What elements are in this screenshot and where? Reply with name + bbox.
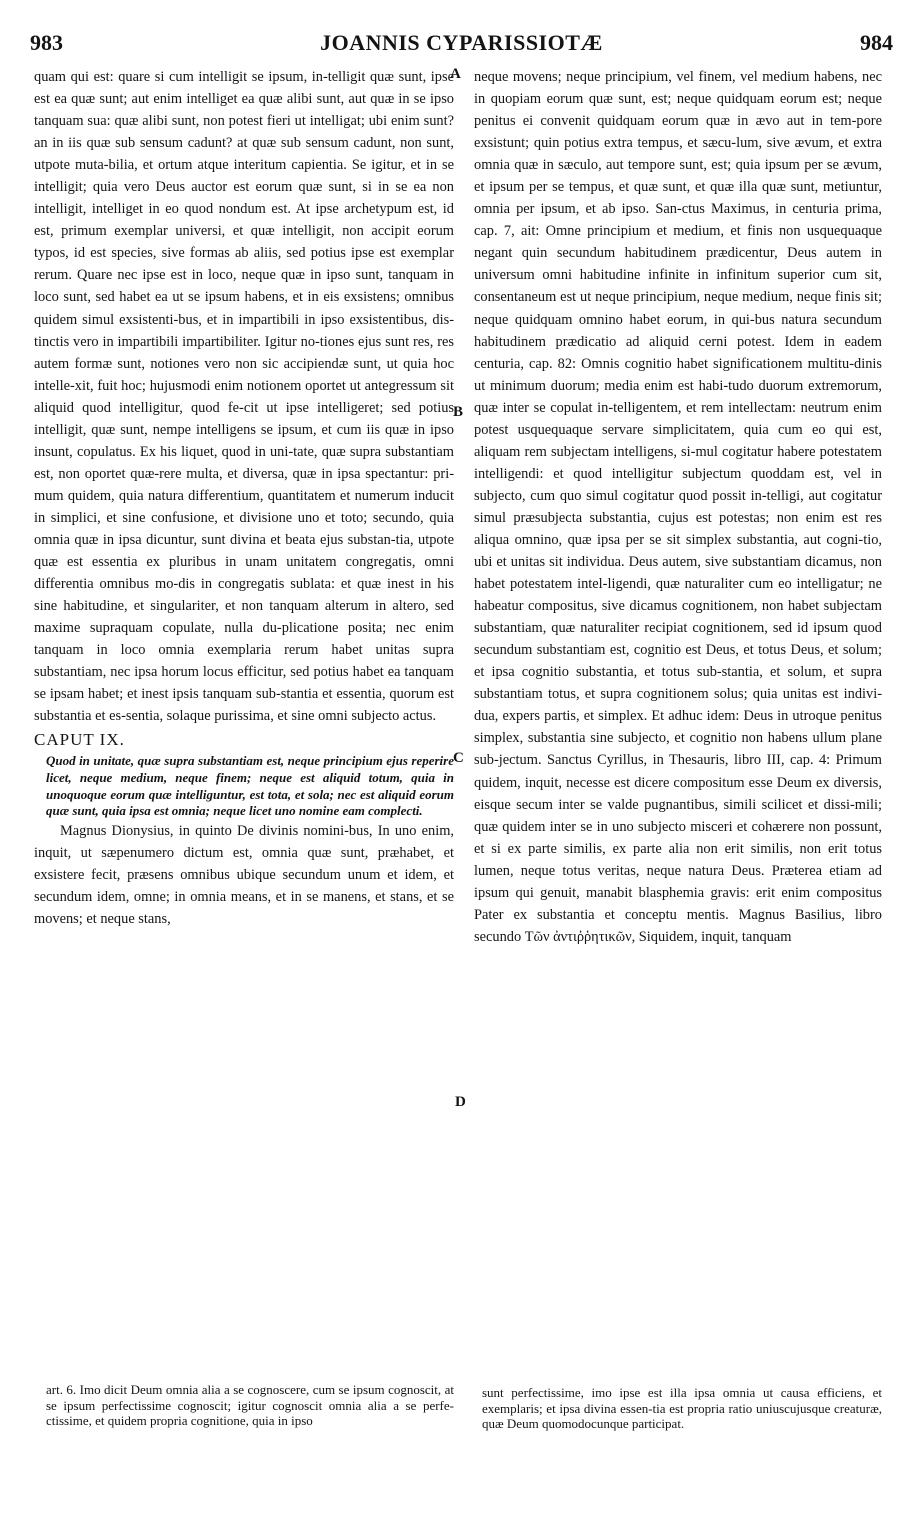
margin-marker-b: B: [453, 404, 464, 420]
margin-marker-d: D: [455, 1094, 466, 1110]
page-number-left: 983: [30, 30, 63, 55]
running-title: JOANNIS CYPARISSIOTÆ: [320, 30, 603, 55]
margin-marker-c: C: [453, 750, 464, 766]
right-paragraph: neque movens; neque principium, vel finem, vel medium habens, nec in quopiam eorum quæ sunt, est; neque quidquam eorum est; neque penitus ei convenit quidquam eorum quæ in ævo aut in tem-pore exsistunt; quin potius extra tempus, et sæcu-lum, sive ævum, et extra omnia quæ in sæculo, aut tempore sunt, est; quia ipsum per se ævum, et ipsum per se tempus, et quæ sunt, et quæ illa quæ sunt, metiuntur, omnia per ipsum, et ab ipso. San-ctus Maximus, in centuria prima, cap. 7, ait: Omne principium et medium, et finis non usquequaque negant quin secundum habitudinem prædicentur, Deus autem in universum omni habitudine infinite in infinitum superior cum sit, consentaneum est ut neque principium, neque medium, neque finis sit; neque quidquam omnino habet eorum, in qui-bus natura secundum habitudinem prædicatio ad aliquid cerni potest. Idem in eadem centuria, cap. 82: Omnis cognitio habet significationem multitu-dinis ut minimum duorum; media enim est habi-tudo duorum extremorum, quæ inter se copulat in-telligentem, et rem intellectam: neutrum enim potest usquequaque servare simplicitatem, quia cum eo qui est, aliquam rem subjectam intelligens, si-mul cogitatur habere potestatem intelligendi: et quod intelligitur subjectum quoddam est, vel in subjecto, cum quo simul cogitatur quod possit in-telligi, aut cogitatur simul præsubjecta substantia, cujus est potestas; non enim est res aliqua omnino, quæ ipsa per se sit simplex substantia, aut cogni-tio, ubi et unitas sit individua. Deus autem, sive substantiam dicamus, non habet potestatem intel-ligendi, quæ naturaliter cum eo intelligatur; ne habeatur compositus, sive dicamus cognitionem, non habet subjectam substantiam, quæ naturaliter recipiat cognitionem, sed id ipsum quod secundum substantiam est, cognitio est Deus, et totus Deus, et solum; et ipsa cognitio substantia, et totus sub-stantia, et solum, et supra substantiam totus, et supra cognitionem solus; quia unitas est indivi-dua, expers partis, et simplex. Et adhuc idem: Deus in utroque penitus simplex, substantia sine subjecto, et cognitio non habens ullum plane sub-jectum. Sanctus Cyrillus, in Thesauris, libro III, cap. 4: Primum quidem, inquit, necesse est dicere compositum esse Deum ex diversis, eisque secum inter se valde pugnantibus, simili scilicet et dissi-mili; quæ quidem inter se in uno subjecto misceri et cohærere non possunt, et si ex parte similis, ex parte alia non erit similis, non erit totus lumen, neque totus veritas, neque natura Deus. Præterea etiam ad ipsum qui genuit, manabit blasphemia gravis: erit enim compositus Pater ex substantia et conceptu mentis. Magnus Basilius, libro secundo Τῶν ἀντιῤῥητικῶν, Siquidem, inquit, tanquam: [474, 69, 882, 945]
left-paragraph-1: quam qui est: quare si cum intelligit se ipsum, in-telligit quæ sunt, ipse est ea quæ sunt; aut enim intelliget ea quæ alibi sunt, aut quæ in se ipso tanquam sua: quæ alibi sunt, non potest fieri ut intelligat; ubi enim sunt? an in iis quæ sub sensum cadunt? at quæ sub sensum cadunt, non sunt, utpote muta-bilia, et ortum atque interitum capientia. Se igitur, et in se intelligit; quia vero Deus auctor est eorum quæ sunt, si in se ea non intelligit, intelliget in eo quod nondum est. At ipse archetypum est, id est, primum exemplar universi, et quæ intelligit, non accipit eorum typos, id est species, sive formas ab aliis, sed potius ipse est exemplar rerum. Quare nec ipse est in loco, neque quæ in ipso sunt, tanquam in loco sunt, sed habet ea ut se ipsum habens, et in eis exsistens; omnibus quidem simul exsistenti-bus, et in impartibili in ipso exsistentibus, dis-tinctis vero in impartibili impartibiliter. Igitur no-tiones ejus sunt res, res autem formæ sunt, notiones vero non sic accipiendæ sunt, ut quia hoc intelle-xit, fuit hoc; hujusmodi enim notionem oportet ut antegressum sit aliquid quod intelligitur, quod fe-cit ut ipse intelligeret; sed potius intelligit, quæ sunt, nempe intelligens se ipsum, et cum iis quæ in ipso insunt, copulatus. Ex his liquet, quod in uni-tate, quæ supra substantiam est, non oportet quæ-rere multa, et diversa, quæ in ipsa spectantur: pri-mum quidem, quia natura differentium, quantitatem et numerum inducit in simplici, et sine confusione, et divisione uno et toto; secundo, quia omnia quæ in ipsa dicuntur, sunt divina et beata ejus substan-tia, utpote quæ est essentia ex pluribus in unam unitatem congregatis, omni differentia omnibus mo-dis in congregatis sublata: et quæ inest in his sine habitudine, et singulariter, et non tanquam alterum in altero, sed maxime supraquam copulate, nulla du-plicatione posita; nec enim tanquam in loco omnia exemplaria rerum habet unitas supra substantiam, nec ipsa horum locus efficitur, sed potius habet ea tanquam se ipsam habet; et inest ipsis tanquam sub-stantia et essentia, quorum est substantia et es-sentia, solaque purissima, et sine omni subjecto actus.: [34, 69, 454, 725]
left-column: [34, 66, 454, 930]
running-header: [30, 30, 893, 60]
chapter-heading: CAPUT IX.: [34, 730, 125, 750]
margin-marker-a: A: [450, 66, 461, 82]
chapter-summary: Quod in unitate, quæ supra substantiam est, neque principium ejus reperire licet, neque medium, neque finem; neque est aliquid totum, quia in unoquoque eorum quæ intelliguntur, est tota, et sola; nec est aliquid eorum quæ sunt, quia ipsa est omnia; neque licet uno nomine eam complecti.: [46, 753, 454, 819]
footnote-left: art. 6. Imo dicit Deum omnia alia a se cognoscere, cum se ipsum cognoscit, at se ipsum perfectissime cognoscit; igitur cognoscit omnia alia a se perfe-ctissime, et quidem propria cognitione, quia in ipso: [46, 1382, 454, 1428]
page-number-right: 984: [860, 30, 893, 55]
left-paragraph-2: Magnus Dionysius, in quinto De divinis nomini-bus, In uno enim, inquit, ut sæpenumero dictum est, omnia quæ sunt, præhabet, et exsistere fecit, præsens omnibus ubique secundum unum et idem, et secundum idem, omne; in omnia means, et in se manens, et stans, et se movens; et neque stans,: [34, 822, 454, 927]
footnote-right: sunt perfectissime, imo ipse est illa ipsa omnia ut causa efficiens, et exemplaris; et ipsa divina essen-tia est propria ratio uniuscujusque creaturæ, quæ Deum quomodocunque participat.: [482, 1385, 882, 1431]
right-column: [474, 66, 882, 948]
